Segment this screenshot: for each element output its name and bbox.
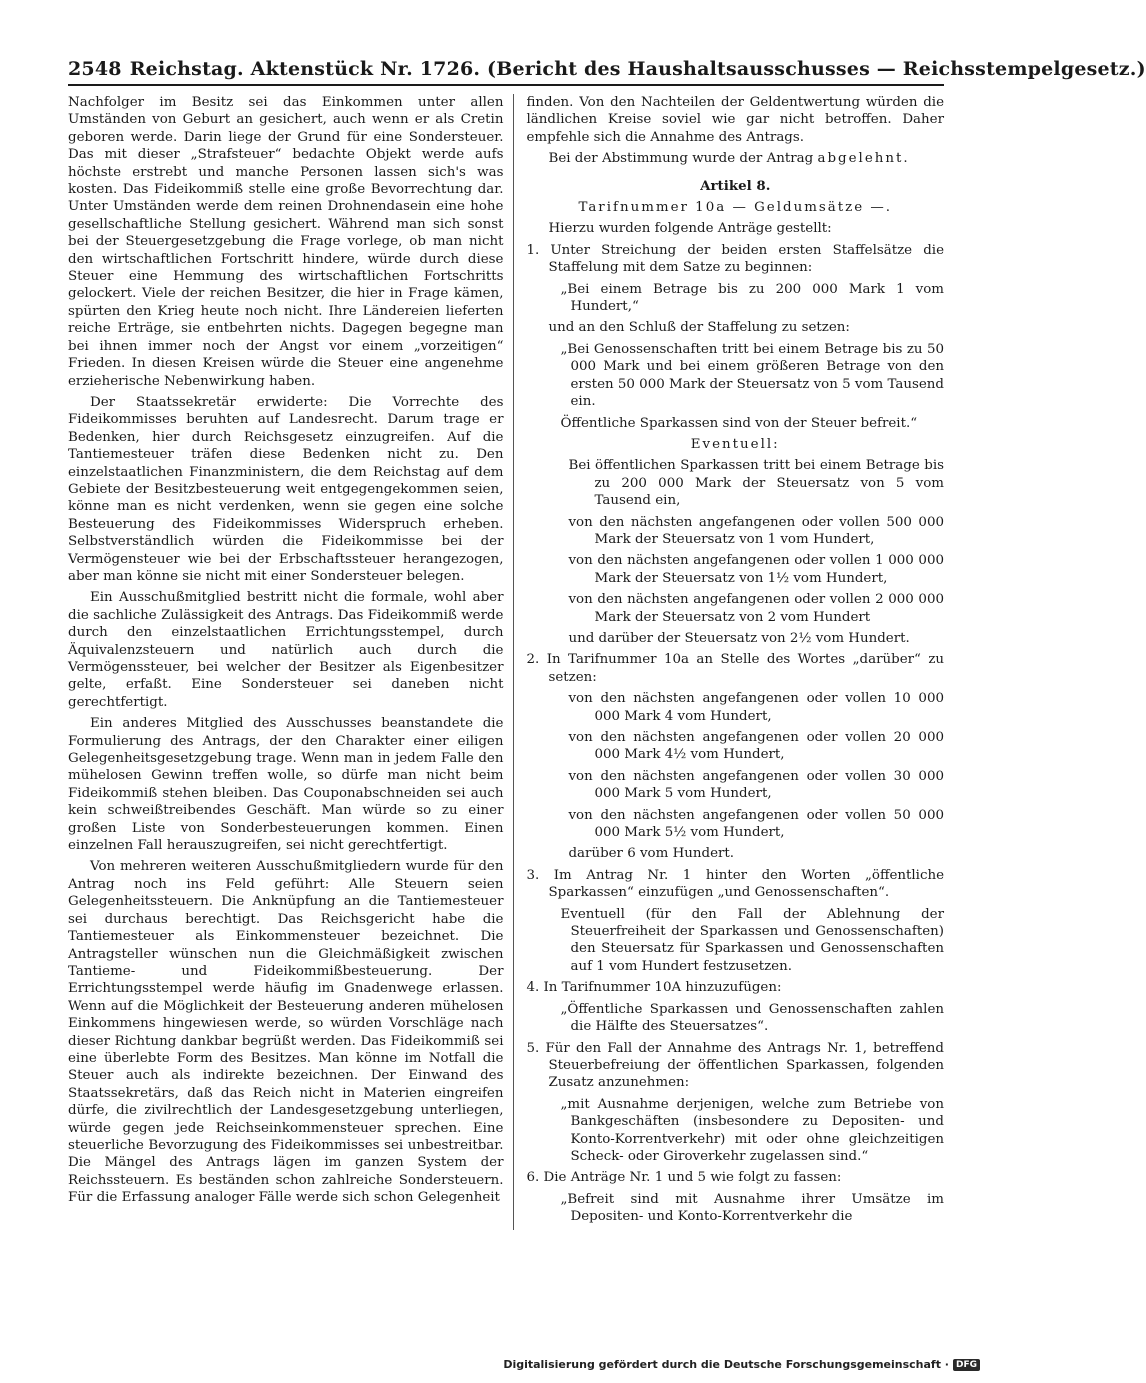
quote: „Bei einem Betrage bis zu 200 000 Mark 1 vom Hundert,“ <box>560 281 944 315</box>
range-line: von den nächsten angefangenen oder vollen 500 000 Mark der Steuersatz von 1 vom Hundert, <box>568 514 944 547</box>
tariff-heading: Tarifnummer 10a — Geldumsätze —. <box>578 200 893 216</box>
range-line: Bei öffentlichen Sparkassen tritt bei einem Betrage bis zu 200 000 Mark der Steuersatz von 5 vom Tausend ein, <box>568 458 944 509</box>
motion-1: 1. Unter Streichung der beiden ersten Staffelsätze die Staffelung mit dem Satze zu beginnen: <box>526 242 944 276</box>
vote-result: abgelehnt. <box>817 151 910 167</box>
paragraph: Der Staatssekretär erwiderte: Die Vorrechte des Fideikommisses beruhten auf Landesrecht. Darum trage er Bedenken, hier durch Reichsgesetz einzugreifen. Auf die Tantiemesteuer träfen diese Bedenken nicht zu. Den einzelstaatlichen Finanzministern, die dem Reichstag auf dem Gebiete der Besitzbesteuerung weit entgegengekommen seien, könne man es nicht verdenken, wenn sie gegen eine solche Besteuerung des Fideikommisses Widerspruch erheben. Selbstverständlich würden die Fideikommisse bei der Vermögensteuer wie bei der Erbschaftssteuer herangezogen, aber man könne sie nicht mit einer Sondersteuer belegen. <box>68 394 504 584</box>
paragraph: Ein anderes Mitglied des Ausschusses beanstandete die Formulierung des Antrags, der den Charakter einer eiligen Gelegenheitsgesetzgebung trage. Wenn man in jedem Falle den mühelosen Gewinn treffen wolle, so dürfe man nicht beim Fideikommiß stehen bleiben. Das Couponabschneiden sei auch kein schweißtreibendes Geschäft. Man würde so zu einer großen Liste von Sonderbesteuerungen kommen. Einen einzelnen Fall herauszugreifen, sei nicht gerechtfertigt. <box>68 716 504 854</box>
two-column-body <box>68 94 944 1230</box>
footer-text: Digitalisierung gefördert durch die Deutsche Forschungsgemeinschaft · <box>503 1358 949 1371</box>
footer-credit <box>503 1358 980 1371</box>
range-line: von den nächsten angefangenen oder vollen 2 000 000 Mark der Steuersatz von 2 vom Hundert <box>568 592 944 625</box>
motions-intro: Hierzu wurden folgende Anträge gestellt: <box>548 221 832 237</box>
document-page <box>68 58 1146 1230</box>
quote: „Bei Genossenschaften tritt bei einem Betrage bis zu 50 000 Mark und bei einem größeren Betrage von den ersten 50 000 Mark der Steuersatz von 5 vom Tausend ein. <box>560 341 944 410</box>
motion-2: 2. In Tarifnummer 10a an Stelle des Wortes „darüber“ zu setzen: <box>526 652 944 685</box>
range-line: darüber 6 vom Hundert. <box>568 846 735 862</box>
motion-text: und an den Schluß der Staffelung zu setzen: <box>548 320 850 336</box>
page-header <box>68 58 1146 86</box>
motion-6: 6. Die Anträge Nr. 1 und 5 wie folgt zu fassen: <box>526 1170 842 1186</box>
article-heading: Artikel 8. <box>700 177 771 194</box>
left-column <box>68 94 514 1230</box>
range-line: von den nächsten angefangenen oder vollen 1 000 000 Mark der Steuersatz von 1½ vom Hundert, <box>568 553 944 586</box>
header-title: Reichstag. Aktenstück Nr. 1726. (Bericht des Haushaltsausschusses — Reichsstempelgesetz.) <box>129 58 1146 80</box>
quote: „Öffentliche Sparkassen und Genossenschaften zahlen die Hälfte des Steuersatzes“. <box>560 1001 944 1035</box>
vote-paragraph <box>526 150 944 167</box>
dfg-logo: DFG <box>953 1359 980 1371</box>
motion-4: 4. In Tarifnummer 10A hinzuzufügen: <box>526 980 782 996</box>
quote: Öffentliche Sparkassen sind von der Steuer befreit.“ <box>560 415 918 431</box>
vote-prefix: Bei der Abstimmung wurde der Antrag <box>548 151 814 167</box>
motion-5: 5. Für den Fall der Annahme des Antrags Nr. 1, betreffend Steuerbefreiung der öffentlichen Sparkassen, folgenden Zusatz anzunehmen: <box>526 1040 944 1091</box>
range-line: von den nächsten angefangenen oder vollen 20 000 000 Mark 4½ vom Hundert, <box>568 730 944 763</box>
range-line: und darüber der Steuersatz von 2½ vom Hundert. <box>568 630 910 646</box>
paragraph: Ein Ausschußmitglied bestritt nicht die formale, wohl aber die sachliche Zulässigkeit des Antrags. Das Fideikommiß werde durch den einzelstaatlichen Errichtungsstempel, durch Äquivalenzsteuern und natürlich auch durch die Vermögenssteuer, bei welcher der Besitzer als Eigenbesitzer gelte, erfaßt. Eine Sondersteuer sei daneben nicht gerechtfertigt. <box>68 590 504 710</box>
quote: „Befreit sind mit Ausnahme ihrer Umsätze im Depositen- und Konto-Korrentverkehr die <box>560 1191 944 1225</box>
range-line: von den nächsten angefangenen oder vollen 30 000 000 Mark 5 vom Hundert, <box>568 768 944 802</box>
paragraph: finden. Von den Nachteilen der Geldentwertung würden die ländlichen Kreise soviel wie gar nicht betroffen. Daher empfehle sich die Annahme des Antrags. <box>526 95 944 145</box>
range-line: von den nächsten angefangenen oder vollen 50 000 000 Mark 5½ vom Hundert, <box>568 807 944 841</box>
paragraph: Nachfolger im Besitz sei das Einkommen unter allen Umständen von Geburt an gesichert, auch wenn er als Cretin geboren werde. Darin liege der Grund für eine Sondersteuer. Das mit dieser „Strafsteuer“ bedachte Objekt werde aufs höchste erstrebt und manche Personen lassen sich's was kosten. Das Fideikommiß stelle eine große Bevorrechtung dar. Unter Umständen werde dem reinen Drohnendasein eine hohe gesellschaftliche Stellung gesichert. Während man sich sonst bei der Steuergesetzgebung die Frage vorlege, ob man nicht den wirtschaftlichen Fortschritt hindere, würde durch diese Steuer eine Hemmung des wirtschaftlichen Fortschritts gelockert. Viele der reichen Besitzer, die hier in Frage kämen, spürten den Krieg heute noch nicht. Ihre Ländereien lieferten reiche Erträge, sie entbehrten nichts. Dagegen begegne man bei ihnen immer noch der Angst vor einem „vorzeitigen“ Frieden. In diesen Kreisen würde die Steuer eine angenehme erzieherische Nebenwirkung haben. <box>68 95 504 389</box>
page-number: 2548 <box>68 58 122 80</box>
range-line: von den nächsten angefangenen oder vollen 10 000 000 Mark 4 vom Hundert, <box>568 691 944 724</box>
paragraph: Von mehreren weiteren Ausschußmitgliedern wurde für den Antrag noch ins Feld geführt: Alle Steuern seien Gelegenheitssteuern. Die Anknüpfung an die Tantiemesteuer sei durchaus berechtigt. Das Reichsgericht habe die Tantiemesteuer als Einkommensteuer bezeichnet. Die Antragsteller wünschen nun die Gleichmäßigkeit zwischen Tantieme- und Fideikommißbesteuerung. Der Errichtungsstempel werde häufig im Gnadenwege erlassen. Wenn auf die Möglichkeit der Besteuerung anderen mühelosen Einkommens hingewiesen werde, so würden Vorschläge nach dieser Richtung dankbar begrüßt werden. Das Fideikommiß sei eine überlebte Form des Besitzes. Man könne im Notfall die Steuer auch als indirekte bezeichnen. Der Einwand des Staatssekretärs, daß das Reich nicht in Materien eingreifen dürfe, die zivilrechtlich der Landesgesetzgebung unterliegen, würde gegen jede Reichseinkommensteuer sprechen. Eine steuerliche Bevorzugung des Fideikommisses sei unbestreitbar. Die Mängel des Antrags lägen im ganzen System der Reichssteuern. Es beständen schon zahlreiche Sondersteuern. Für die Erfassung analoger Fälle werde sich schon Gelegenheit <box>68 859 504 1206</box>
motion-3: 3. Im Antrag Nr. 1 hinter den Worten „öffentliche Sparkassen“ einzufügen „und Genossenschaften“. <box>526 867 944 901</box>
right-column <box>514 94 944 1230</box>
eventuell-label: Eventuell: <box>690 436 780 452</box>
quote: „mit Ausnahme derjenigen, welche zum Betriebe von Bankgeschäften (insbesondere zu Depositen- und Konto-Korrentverkehr) mit oder ohne gleichzeitigen Scheck- oder Giroverkehr zugelassen sind.“ <box>560 1096 944 1164</box>
motion-text: Eventuell (für den Fall der Ablehnung der Steuerfreiheit der Sparkassen und Genossenschaften) den Steuersatz für Sparkassen und Genossenschaften auf 1 vom Hundert festzusetzen. <box>560 906 944 974</box>
